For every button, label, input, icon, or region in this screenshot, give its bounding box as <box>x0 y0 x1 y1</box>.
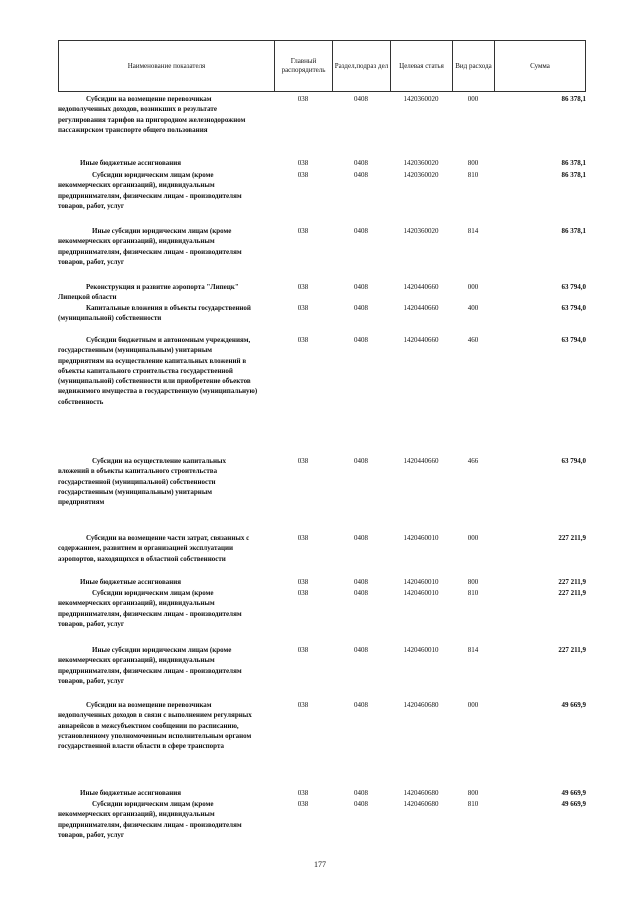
row-sum: 86 378,1 <box>561 171 586 179</box>
row-name: Субсидии юридическим лицам (кроме некоммерческих организаций), индивидуальным предпринимателям, физическим лицам - производителям товаров, работ, услуг <box>58 800 242 839</box>
row-rz: 0408 <box>354 283 368 291</box>
row-name: Субсидии на возмещение перевозчикам недополученных доходов, возникших в результате регулирования тарифов на пригородном железнодорожном пассажирском транспорте общего пользования <box>58 95 246 134</box>
row-rz: 0408 <box>354 95 368 103</box>
row-cs: 1420440660 <box>403 283 439 291</box>
row-rz: 0408 <box>354 336 368 344</box>
row-name: Иные бюджетные ассигнования <box>80 578 182 586</box>
row-cs: 1420460680 <box>403 800 439 808</box>
row-sum: 86 378,1 <box>561 95 586 103</box>
row-sum: 227 211,9 <box>558 578 586 586</box>
row-gr: 038 <box>297 457 309 465</box>
row-name: Субсидии юридическим лицам (кроме некоммерческих организаций), индивидуальным предпринимателям, физическим лицам - производителям товаров, работ, услуг <box>58 171 242 210</box>
header-name: Наименование показателя <box>59 41 275 91</box>
header-sum: Сумма <box>530 61 550 70</box>
row-rz: 0408 <box>354 646 368 654</box>
row-sum: 227 211,9 <box>558 646 586 654</box>
row-sum: 86 378,1 <box>561 159 586 167</box>
row-gr: 038 <box>297 534 309 542</box>
row-gr: 038 <box>297 283 309 291</box>
row-gr: 038 <box>297 646 309 654</box>
row-rz: 0408 <box>354 304 368 312</box>
row-gr: 038 <box>297 800 309 808</box>
page-number: 177 <box>314 860 326 869</box>
row-gr: 038 <box>297 589 309 597</box>
row-cs: 1420460680 <box>403 701 439 709</box>
header-target-item: Целевая статья <box>391 41 453 91</box>
row-vr: 000 <box>467 534 479 542</box>
row-gr: 038 <box>297 171 309 179</box>
row-rz: 0408 <box>354 457 368 465</box>
row-vr: 400 <box>467 304 479 312</box>
row-cs: 1420440660 <box>403 304 439 312</box>
row-cs: 1420460010 <box>403 578 439 586</box>
row-rz: 0408 <box>354 227 368 235</box>
header-section: Раздел,подраз дел <box>333 41 391 91</box>
row-gr: 038 <box>297 336 309 344</box>
row-sum: 49 669,9 <box>561 800 586 808</box>
row-sum: 86 378,1 <box>561 227 586 235</box>
row-cs: 1420360020 <box>403 95 439 103</box>
row-vr: 000 <box>467 95 479 103</box>
row-name: Иные бюджетные ассигнования <box>80 789 182 797</box>
row-cs: 1420460010 <box>403 534 439 542</box>
row-rz: 0408 <box>354 534 368 542</box>
row-name: Капитальные вложения в объекты государственной (муниципальной) собственности <box>58 304 251 323</box>
row-rz: 0408 <box>354 800 368 808</box>
row-gr: 038 <box>297 159 309 167</box>
row-cs: 1420460010 <box>403 589 439 597</box>
row-gr: 038 <box>297 304 309 312</box>
row-vr: 810 <box>467 589 479 597</box>
row-rz: 0408 <box>354 701 368 709</box>
row-sum: 63 794,0 <box>561 457 586 465</box>
row-cs: 1420360020 <box>403 159 439 167</box>
row-gr: 038 <box>297 701 309 709</box>
row-rz: 0408 <box>354 578 368 586</box>
row-name: Иные субсидии юридическим лицам (кроме некоммерческих организаций), индивидуальным предпринимателям, физическим лицам - производителям товаров, работ, услуг <box>58 227 242 266</box>
row-sum: 63 794,0 <box>561 336 586 344</box>
row-cs: 1420440660 <box>403 336 439 344</box>
row-vr: 814 <box>467 646 479 654</box>
row-vr: 000 <box>467 701 479 709</box>
row-cs: 1420360020 <box>403 171 439 179</box>
row-vr: 000 <box>467 283 479 291</box>
row-gr: 038 <box>297 578 309 586</box>
row-rz: 0408 <box>354 159 368 167</box>
row-name: Субсидии юридическим лицам (кроме некоммерческих организаций), индивидуальным предпринимателям, физическим лицам - производителям товаров, работ, услуг <box>58 589 242 628</box>
row-cs: 1420440660 <box>403 457 439 465</box>
row-sum: 49 669,9 <box>561 789 586 797</box>
row-rz: 0408 <box>354 789 368 797</box>
row-gr: 038 <box>297 95 309 103</box>
row-sum: 227 211,9 <box>558 534 586 542</box>
row-vr: 810 <box>467 800 479 808</box>
row-name: Субсидии на возмещение части затрат, связанных с содержанием, развитием и организацией эксплуатации аэропортов, находящихся в областной собственности <box>58 534 250 563</box>
row-cs: 1420460010 <box>403 646 439 654</box>
row-gr: 038 <box>297 789 309 797</box>
row-name: Субсидии на осуществление капитальных вложений в объекты капитального строительства государственной (муниципальной) собственности государственным (муниципальным) унитарным предприятиям <box>58 457 226 507</box>
row-name: Субсидии на возмещение перевозчикам недополученных доходов в связи с выполнением регулярных авиарейсов в межсубъектном сообщении по расписанию, установленному уполномоченным исполнительным органом государственной власти области в сфере транспорта <box>58 701 252 751</box>
row-sum: 63 794,0 <box>561 283 586 291</box>
row-vr: 814 <box>467 227 479 235</box>
row-cs: 1420360020 <box>403 227 439 235</box>
row-vr: 810 <box>467 171 479 179</box>
row-rz: 0408 <box>354 589 368 597</box>
row-rz: 0408 <box>354 171 368 179</box>
row-vr: 800 <box>467 578 479 586</box>
row-gr: 038 <box>297 227 309 235</box>
header-expense-type: Вид расхода <box>453 41 495 91</box>
row-name: Реконструкция и развитие аэропорта "Липецк" Липецкой области <box>58 283 239 302</box>
row-cs: 1420460680 <box>403 789 439 797</box>
row-sum: 49 669,9 <box>561 701 586 709</box>
row-name: Иные бюджетные ассигнования <box>80 159 182 167</box>
row-vr: 460 <box>467 336 479 344</box>
header-chief-administrator: Главный распорядитель <box>275 41 333 91</box>
row-sum: 227 211,9 <box>558 589 586 597</box>
row-name: Иные субсидии юридическим лицам (кроме некоммерческих организаций), индивидуальным предпринимателям, физическим лицам - производителям товаров, работ, услуг <box>58 646 242 685</box>
row-vr: 800 <box>467 789 479 797</box>
table-header <box>58 40 586 92</box>
row-vr: 466 <box>467 457 479 465</box>
row-vr: 800 <box>467 159 479 167</box>
row-sum: 63 794,0 <box>561 304 586 312</box>
row-name: Субсидии бюджетным и автономным учреждениям, государственным (муниципальным) унитарным предприятиям на осуществление капитальных вложений в объекты капитального строительства государственной (муниципальной) собственности или приобретение объектов недвижимого имущества в государственную (муниципальную) собственность <box>58 336 258 406</box>
